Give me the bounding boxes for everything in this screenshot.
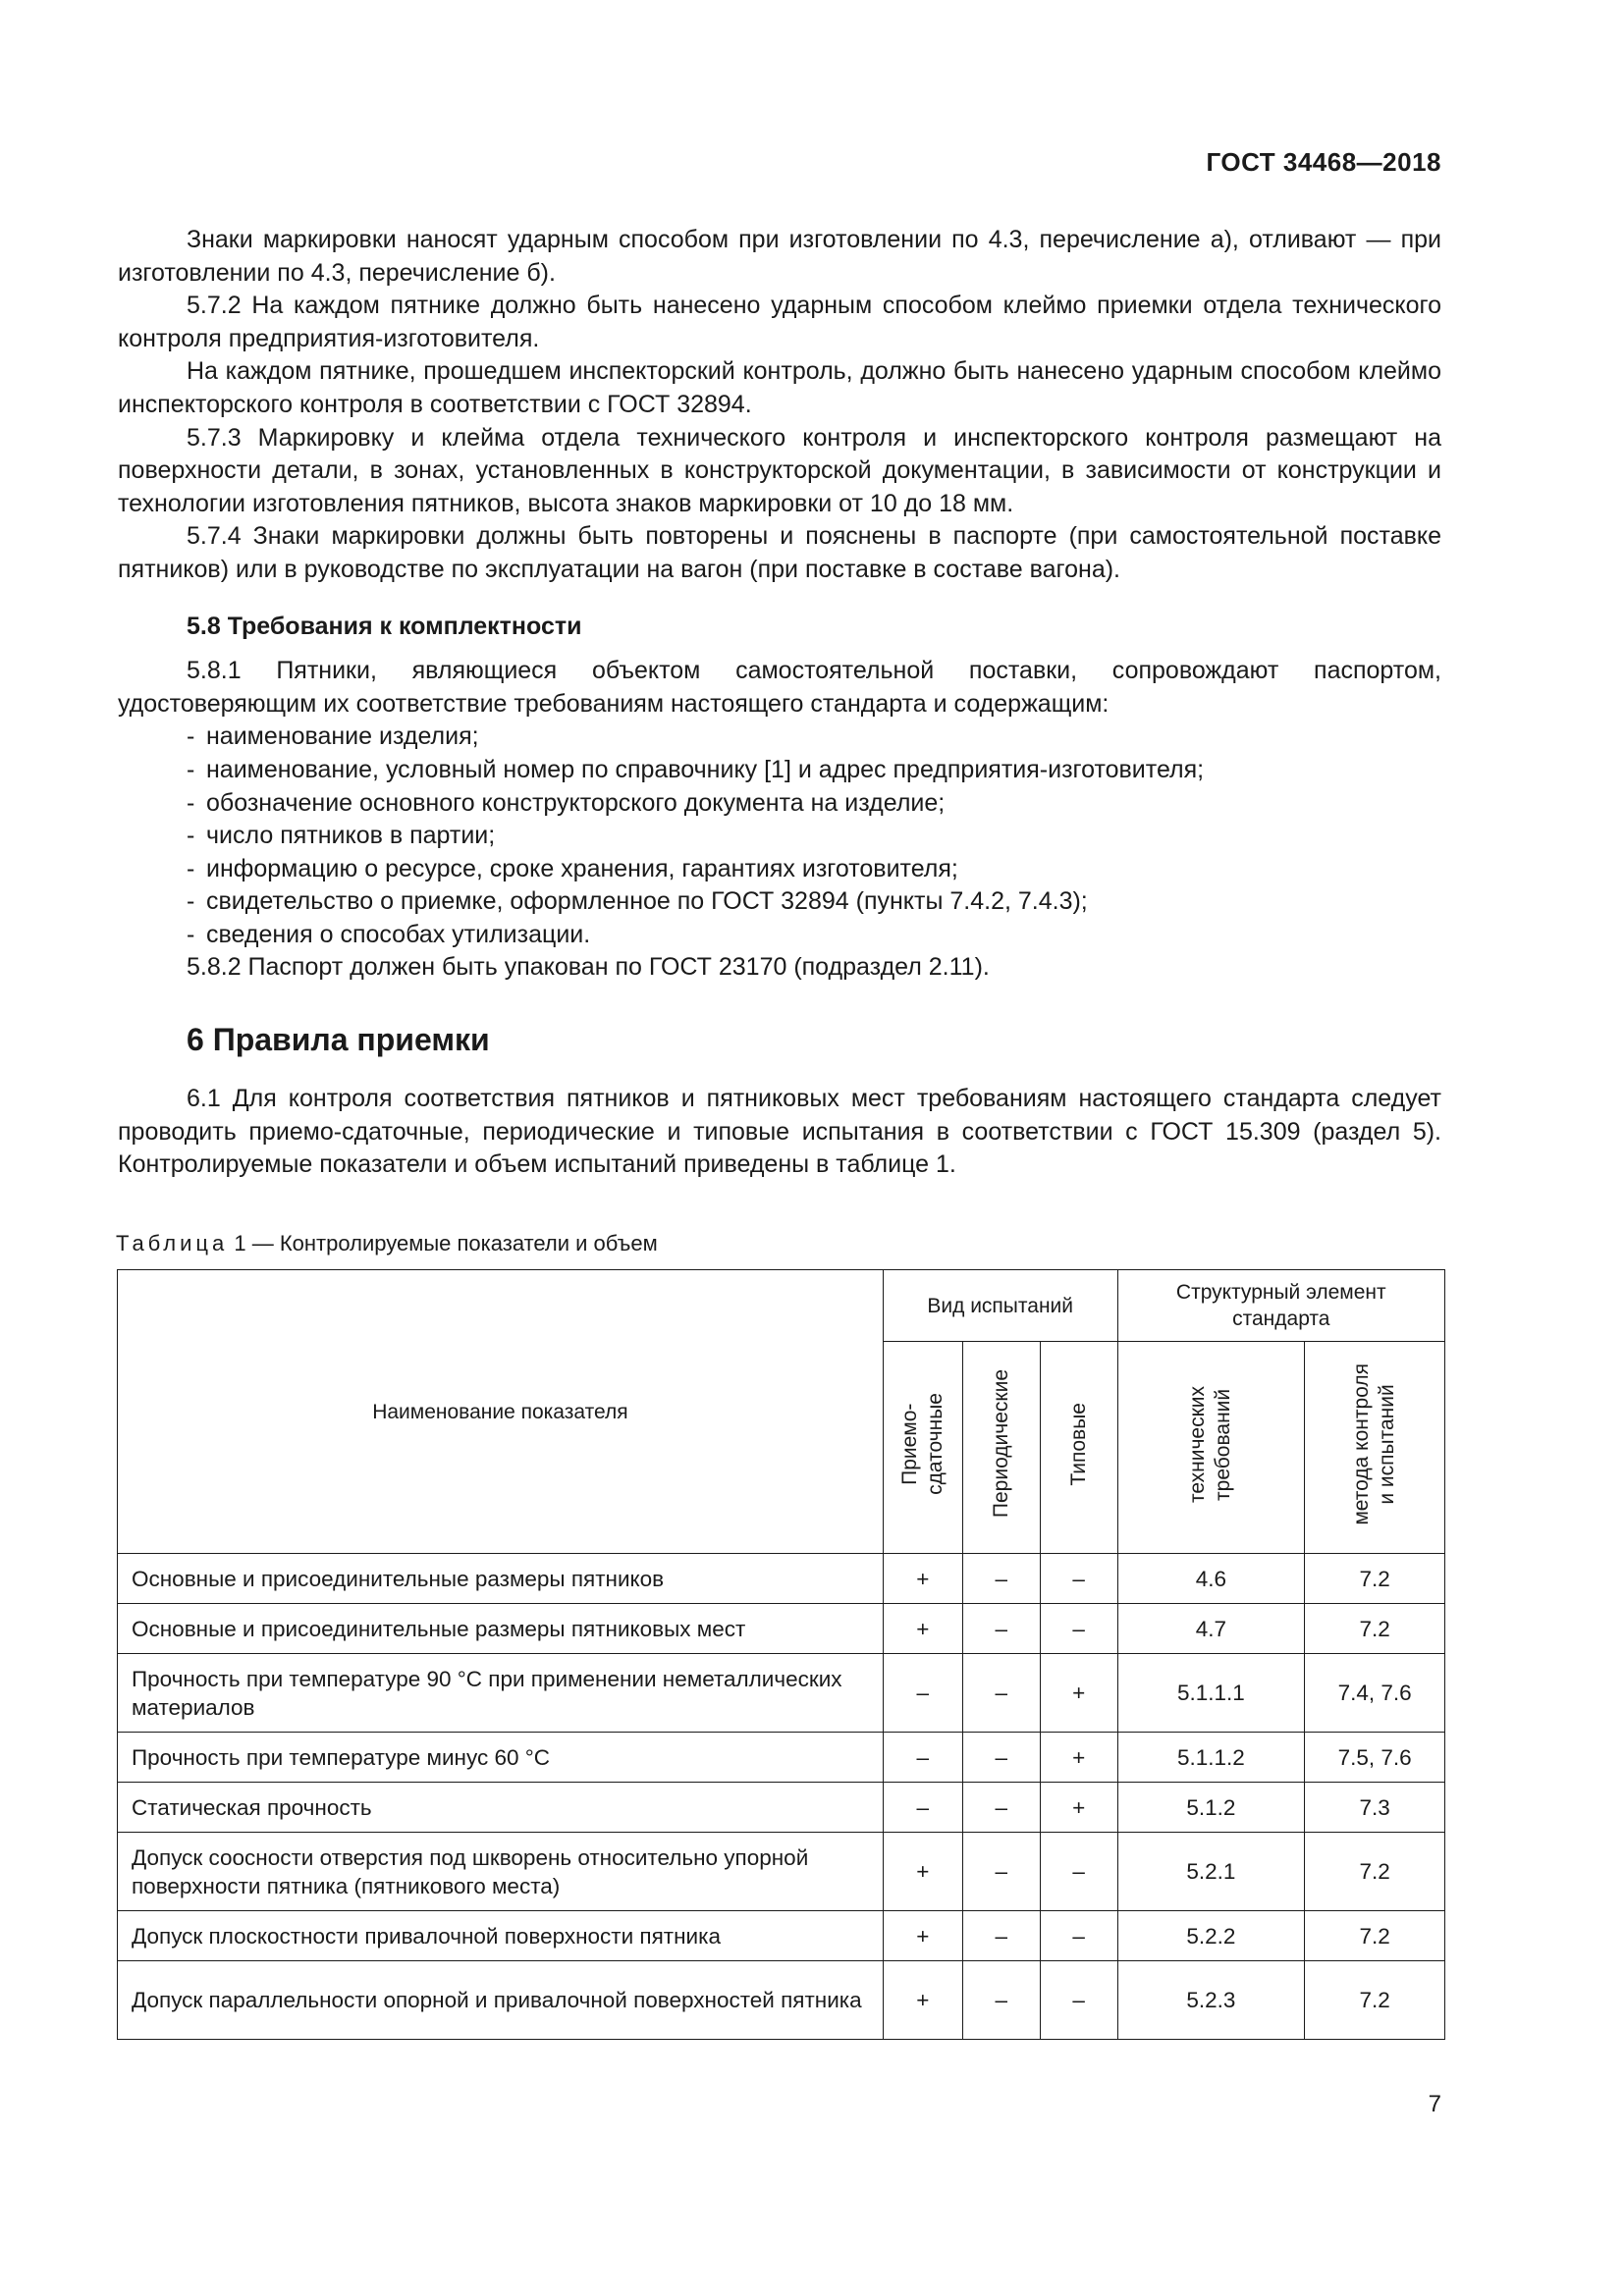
periodic-mark: – (962, 1604, 1040, 1654)
body-text (118, 224, 1441, 1182)
list-item: - сведения о способах утилизации. (187, 919, 1441, 952)
page-number: 7 (1428, 2091, 1441, 2117)
acceptance-mark: + (883, 1833, 962, 1911)
type-mark: – (1040, 1833, 1117, 1911)
header-standard-element: Структурный элемент стандарта (1117, 1270, 1444, 1342)
requirement-clause: 5.1.1.2 (1117, 1733, 1305, 1783)
acceptance-mark: + (883, 1604, 962, 1654)
method-clause: 7.2 (1305, 1911, 1445, 1961)
type-mark: – (1040, 1911, 1117, 1961)
paragraph-5-8-1: 5.8.1 Пятники, являющиеся объектом самостоятельной поставки, сопровождают паспортом, удостоверяющим их соответствие требованиям настоящего стандарта и содержащим: (118, 657, 1441, 718)
indicator-name: Прочность при температуре минус 60 °С (118, 1733, 884, 1783)
requirement-clause: 5.1.2 (1117, 1783, 1305, 1833)
acceptance-mark: + (883, 1554, 962, 1604)
method-clause: 7.2 (1305, 1604, 1445, 1654)
header-periodic-tests: Периодические (962, 1342, 1040, 1554)
requirement-clause: 5.1.1.1 (1117, 1654, 1305, 1733)
periodic-mark: – (962, 1833, 1040, 1911)
header-indicator-name: Наименование показателя (118, 1270, 884, 1554)
header-type-tests: Типовые (1040, 1342, 1117, 1554)
table-row (118, 1833, 1445, 1911)
indicator-name: Прочность при температуре 90 °С при применении неметаллических материалов (118, 1654, 884, 1733)
header-test-type: Вид испытаний (883, 1270, 1117, 1342)
indicator-name: Допуск параллельности опорной и привалочной поверхностей пятника (118, 1961, 884, 2040)
table-row (118, 1783, 1445, 1833)
requirement-clause: 5.2.2 (1117, 1911, 1305, 1961)
periodic-mark: – (962, 1911, 1040, 1961)
method-clause: 7.5, 7.6 (1305, 1733, 1445, 1783)
paragraph-5-7-2: 5.7.2 На каждом пятнике должно быть нанесено ударным способом клеймо приемки отдела технического контроля предприятия-изготовителя. (118, 292, 1441, 352)
periodic-mark: – (962, 1654, 1040, 1733)
indicator-name: Основные и присоединительные размеры пятниковых мест (118, 1604, 884, 1654)
requirement-clause: 4.7 (1117, 1604, 1305, 1654)
indicator-name: Допуск соосности отверстия под шкворень относительно упорной поверхности пятника (пятникового места) (118, 1833, 884, 1911)
list-item: - число пятников в партии; (187, 820, 1441, 853)
type-mark: – (1040, 1554, 1117, 1604)
list-item: - обозначение основного конструкторского документа на изделие; (187, 787, 1441, 821)
passport-contents-list (118, 721, 1441, 951)
list-item: - информацию о ресурсе, сроке хранения, гарантиях изготовителя; (187, 853, 1441, 886)
method-clause: 7.2 (1305, 1833, 1445, 1911)
paragraph-marking-signs: Знаки маркировки наносят ударным способом при изготовлении по 4.3, перечисление а), отливают — при изготовлении по 4.3, перечисление б). (118, 226, 1441, 287)
table-row (118, 1554, 1445, 1604)
table-caption-text: 1 — Контролируемые показатели и объем (228, 1231, 658, 1255)
method-clause: 7.2 (1305, 1961, 1445, 2040)
type-mark: + (1040, 1783, 1117, 1833)
indicator-name: Допуск плоскостности привалочной поверхности пятника (118, 1911, 884, 1961)
list-item: - наименование, условный номер по справочнику [1] и адрес предприятия-изготовителя; (187, 754, 1441, 787)
table-row (118, 1911, 1445, 1961)
paragraph-6-1: 6.1 Для контроля соответствия пятников и пятниковых мест требованиям настоящего стандарта следует проводить приемо-сдаточные, периодические и типовые испытания в соответствии с ГОСТ 15.309 (раздел 5). Контролируемые показатели и объем испытаний приведены в таблице 1. (118, 1085, 1441, 1179)
method-clause: 7.4, 7.6 (1305, 1654, 1445, 1733)
type-mark: + (1040, 1733, 1117, 1783)
indicator-name: Статическая прочность (118, 1783, 884, 1833)
paragraph-5-8-2: 5.8.2 Паспорт должен быть упакован по ГОСТ 23170 (подраздел 2.11). (187, 953, 990, 982)
acceptance-mark: + (883, 1911, 962, 1961)
acceptance-mark: – (883, 1783, 962, 1833)
acceptance-mark: + (883, 1961, 962, 2040)
control-indicators-table (117, 1269, 1445, 2040)
method-clause: 7.2 (1305, 1554, 1445, 1604)
requirement-clause: 4.6 (1117, 1554, 1305, 1604)
type-mark: + (1040, 1654, 1117, 1733)
periodic-mark: – (962, 1554, 1040, 1604)
header-acceptance-tests: Приемо- сдаточные (883, 1342, 962, 1554)
table-row (118, 1733, 1445, 1783)
method-clause: 7.3 (1305, 1783, 1445, 1833)
document-code: ГОСТ 34468—2018 (1206, 147, 1441, 177)
table-caption (116, 1231, 658, 1256)
list-item: - свидетельство о приемке, оформленное по ГОСТ 32894 (пункты 7.4.2, 7.4.3); (187, 885, 1441, 919)
header-test-method: метода контроля и испытаний (1305, 1342, 1445, 1554)
indicator-name: Основные и присоединительные размеры пятников (118, 1554, 884, 1604)
type-mark: – (1040, 1961, 1117, 2040)
acceptance-mark: – (883, 1654, 962, 1733)
list-item: - наименование изделия; (187, 721, 1441, 754)
requirement-clause: 5.2.1 (1117, 1833, 1305, 1911)
table-row (118, 1654, 1445, 1733)
paragraph-inspector-stamp: На каждом пятнике, прошедшем инспекторский контроль, должно быть нанесено ударным способом клеймо инспекторского контроля в соответствии с ГОСТ 32894. (118, 357, 1441, 418)
requirement-clause: 5.2.3 (1117, 1961, 1305, 2040)
periodic-mark: – (962, 1783, 1040, 1833)
paragraph-5-7-4: 5.7.4 Знаки маркировки должны быть повторены и пояснены в паспорте (при самостоятельной поставке пятников) или в руководстве по эксплуатации на вагон (при поставке в составе вагона). (118, 522, 1441, 583)
header-technical-requirements: технических требований (1117, 1342, 1305, 1554)
periodic-mark: – (962, 1961, 1040, 2040)
subsection-title-5-8: 5.8 Требования к комплектности (187, 612, 582, 640)
table-caption-label: Таблица (116, 1231, 229, 1255)
acceptance-mark: – (883, 1733, 962, 1783)
table-row (118, 1961, 1445, 2040)
section-title-6: 6 Правила приемки (187, 1022, 490, 1058)
type-mark: – (1040, 1604, 1117, 1654)
paragraph-5-7-3: 5.7.3 Маркировку и клейма отдела технического контроля и инспекторского контроля размещают на поверхности детали, в зонах, установленных в конструкторской документации, в зависимости от конструкции и технологии изготовления пятников, высота знаков маркировки от 10 до 18 мм. (118, 423, 1441, 517)
table-row (118, 1604, 1445, 1654)
periodic-mark: – (962, 1733, 1040, 1783)
